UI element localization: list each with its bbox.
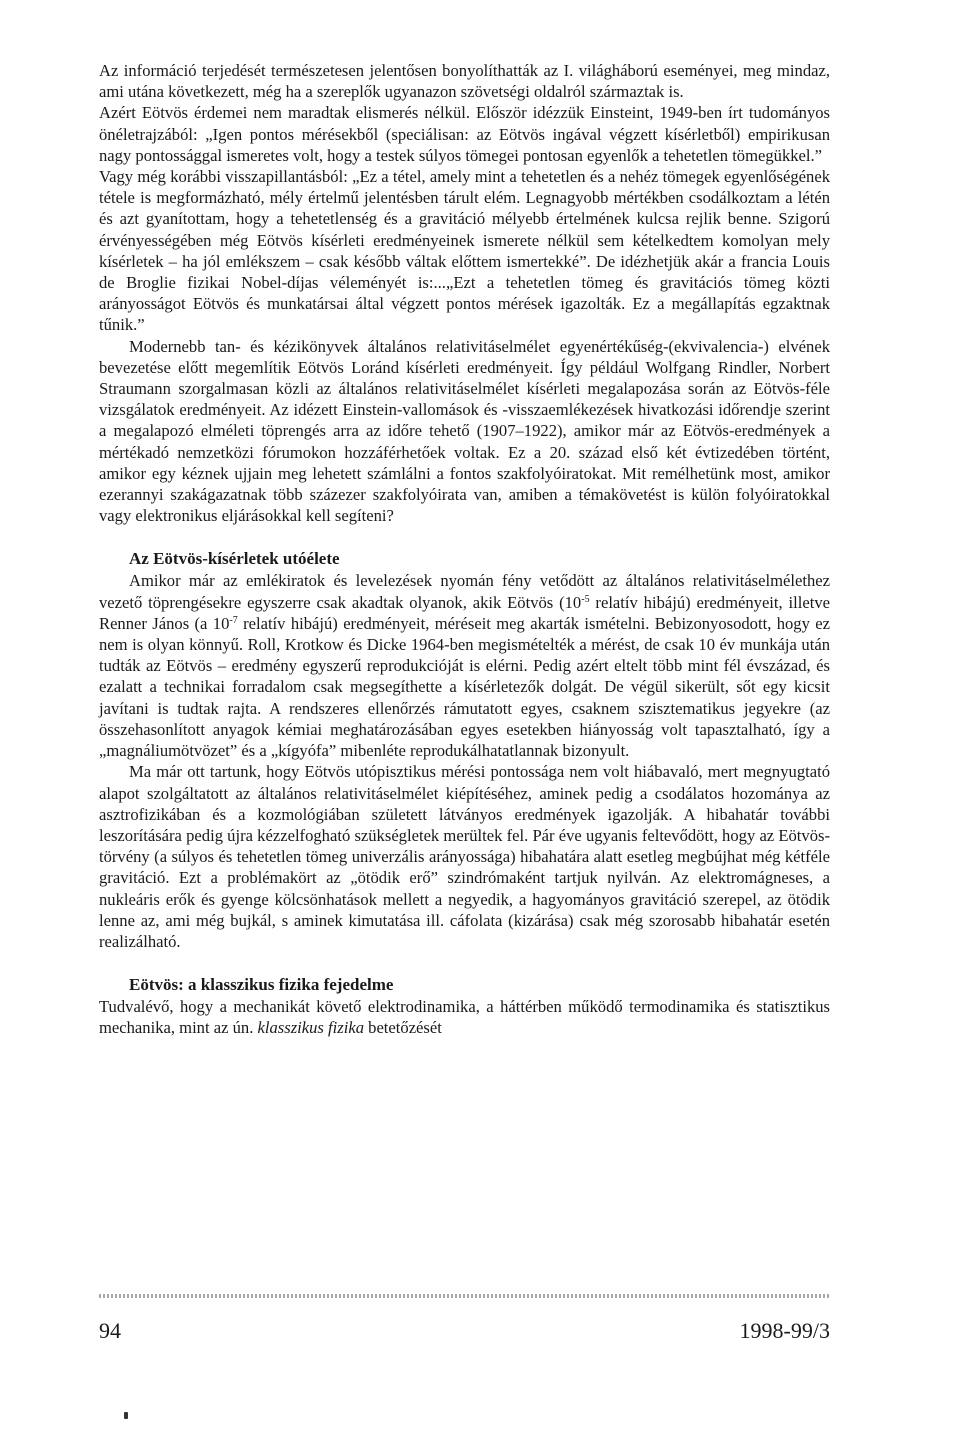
page-number: 94: [99, 1318, 121, 1343]
paragraph-afterlife-2: Ma már ott tartunk, hogy Eötvös utópisztikus mérési pontossága nem volt hiábavaló, mert megnyugtató alapot szolgáltatott az általános relativitáselmélet kiépítéséhez, aminek pedig a csodálatos hozománya az asztrofizikában és a kozmológiában született látványos eredmények igazolják. A hibahatár további leszorítására pedig újra kézzelfogható szükségletek merültek fel. Pár éve ugyanis feltevődött, hogy az Eötvös-törvény (a súlyos és tehetetlen tömeg univerzális arányossága) hibahatára alatt esetleg megbújhat még kétféle gravitáció. Ezt a problémakört az „ötödik erő” szindrómaként tartjuk nyilván. Az elektromágneses, a nukleáris erők és gyenge kölcsönhatások mellett a negyedik, a hagyományos gravitáció szerepel, az ötödik lenne az, ami még bujkál, s aminek kimutatása ill. cáfolata (kizárása) csak még szorosabb hibahatár esetén realizálható.: [99, 762, 830, 951]
superscript-exponent: -7: [229, 614, 238, 626]
section-spacer: [99, 952, 830, 974]
paragraph-intro-4: Modernebb tan- és kézikönyvek általános relativitáselmélet egyenértékűség-(ekvivalencia-) elvének bevezetése előtt megemlítik Eötvös Loránd kísérleti eredményeit. Így például Wolfgang Rindler, Norbert Straumann szorgalmasan közli az általános relativitáselmélet kísérleti megalapozása során az Eötvös-féle vizsgálatok eredményeit. Az idézett Einstein-vallomások és -visszaemlékezések hivatkozási időrendje szerint a megalapozó elméleti töprengés arra az időre tehető (1907–1922), amikor már az Eötvös-eredmények a mértékadó nemzetközi fórumokon hozzáférhetőek voltak. Ez a 20. század első két évtizedében történt, amikor egy kéznek ujjain meg lehetett számlálni a fontos szakfolyóiratokat. Mit remélhetünk most, amikor ezerannyi szakágazatnak több százezer szakfolyóirata van, amiben a témakövetést is külön folyóiratokkal vagy elektronikus eljárásokkal kell segíteni?: [99, 336, 830, 526]
paragraph-intro-3: Vagy még korábbi visszapillantásból: „Ez a tétel, amely mint a tehetetlen és a nehéz tömegek egyenlőségének tétele is megformázható, mély értelmű jelentésben tárult elém. Legnagyobb mértékben csodálkoztam a létén és azt gyanítottam, hogy a tehetetlenség és a gravitáció mélyebb értelmének kulcsa rejlik benne. Szigorú érvényességében még Eötvös kísérleti eredményeinek ismerete nélkül sem kételkedtem komolyan mely kísérletek – ha jól emlékszem – csak később váltak előttem ismertekké”. De idézhetjük akár a francia Louis de Broglie fizikai Nobel-díjas véleményét is:...„Ezt a tehetetlen tömeg és gravitációs tömeg közti arányosságot Eötvös és munkatársai által végzett pontos mérések igazolták. Ez a megállapítás egzaktnak tűnik.”: [99, 167, 830, 335]
footer-divider: [99, 1294, 830, 1298]
section-heading-classical-physics: Eötvös: a klasszikus fizika fejedelme: [129, 975, 394, 995]
section-heading-afterlife: Az Eötvös-kísérletek utóélete: [129, 549, 340, 569]
issue-number: 1998-99/3: [739, 1318, 830, 1343]
paragraph-afterlife-1: Amikor már az emlékiratok és levelezések nyomán fény vetődött az általános relativitáselmélethez vezető töprengésekre egyszerre csak akadtak olyanok, akik Eötvös ($10^{-5}$ relatív hibájú) eredményeit, illetve Renner János (a $10^{-7}$ relatív hibájú) eredményeit, méréseit meg akarták ismételni. Bebizonyosodott, hogy ez nem is olyan könnyű. Roll, Krotkow és Dicke 1964-ben megismételték a mérést, de csak 10 év munkája után tudták az Eötvös – eredmény egyszerű reprodukcióját is elérni. Pedig azért eltelt több mint fél évszázad, és ezalatt a technikai forradalom csak megsegíthette a kísérletezők dolgát. De végül sikerült, sőt egy kicsit javítani is tudtak rajta. A rendszeres ellenőrzés rámutatott egyes, csaknem szisztematikus jegyekre (az összehasonlított anyagok kémiai meghatározásában egyes esetekben hiányosság volt tapasztalható, így a „magnáliumötvözet” és a „kígyófa” mibenléte reprodukálhatatlannak bizonyult.: [99, 571, 830, 761]
superscript-exponent: -5: [581, 593, 590, 605]
section-spacer: [99, 526, 830, 548]
article-body: [99, 60, 830, 1039]
paragraph-intro-1: Az információ terjedését természetesen jelentősen bonyolíthatták az I. világháború eseményei, meg mindaz, ami utána következett, még ha a szereplők ugyanazon szövetségi oldalról származtak is.: [99, 61, 830, 102]
scan-speck: [124, 1412, 128, 1419]
paragraph-classical-1: Tudvalévő, hogy a mechanikát követő elektrodinamika, a háttérben működő termodinamika és statisztikus mechanika, mint az ún. klasszikus fizika betetőzését: [99, 997, 830, 1038]
paragraph-intro-2: Azért Eötvös érdemei nem maradtak elismerés nélkül. Először idézzük Einsteint, 1949-ben írt tudományos önéletrajzából: „Igen pontos mérésekből (speciálisan: az Eötvös ingával végzett kísérletből) empirikusan nagy pontossággal ismeretes volt, hogy a testek súlyos tömegei pontosan egyenlők a tehetetlen tömegükkel.”: [99, 103, 830, 165]
italic-term: klasszikus fizika: [257, 1018, 364, 1038]
